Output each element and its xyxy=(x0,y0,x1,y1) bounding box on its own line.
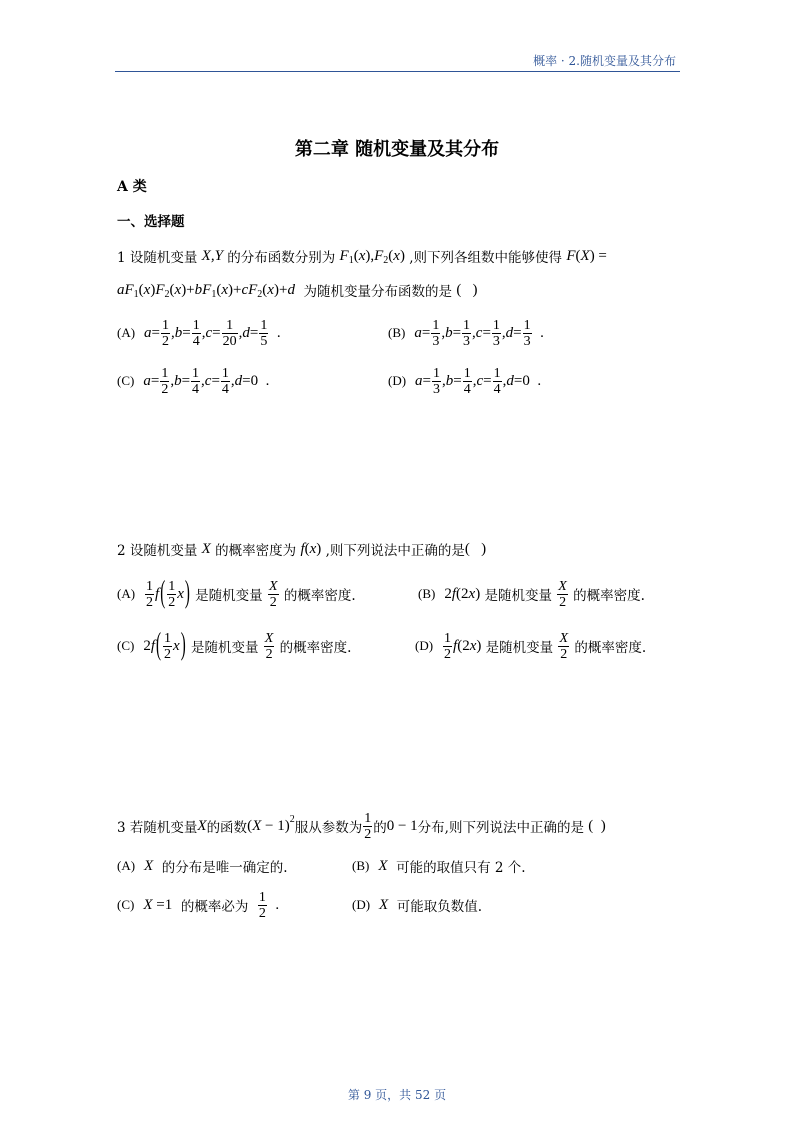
math-symbol: )+ xyxy=(228,281,242,298)
math-variable: x xyxy=(309,540,317,557)
math-symbol: , xyxy=(502,372,507,389)
math-symbol: = xyxy=(151,324,161,341)
fraction-denominator: 2 xyxy=(168,594,176,610)
fraction xyxy=(432,366,441,397)
math-symbol: = xyxy=(182,324,191,341)
math-variable: x xyxy=(143,281,151,298)
math-variable: X xyxy=(144,857,154,874)
fraction-numerator: 1 xyxy=(164,630,172,646)
math-symbol: ( xyxy=(138,281,144,298)
math-symbol: ( xyxy=(575,247,581,264)
math-variable: cF xyxy=(241,281,258,298)
running-header: 概率 · 2.随机变量及其分布 xyxy=(533,54,676,68)
math-variable: c xyxy=(205,324,213,341)
fraction-numerator: 1 xyxy=(146,578,154,594)
q2-option-c xyxy=(117,626,351,666)
fraction-denominator: 4 xyxy=(463,381,471,397)
math-symbol: ( xyxy=(388,247,394,264)
math-symbol: (2 xyxy=(456,585,469,602)
fraction-denominator: 3 xyxy=(492,333,500,349)
math-symbol: ( ) xyxy=(456,281,478,298)
text-run: 服从参数为 xyxy=(294,820,363,836)
fraction xyxy=(221,366,230,397)
chapter-title: 第二章 随机变量及其分布 xyxy=(294,139,500,160)
fraction-denominator: 4 xyxy=(192,381,200,397)
fraction-numerator: 1 xyxy=(162,317,170,333)
fraction-denominator: 4 xyxy=(493,381,501,397)
math-symbol: 2 xyxy=(444,585,452,602)
math-symbol: , xyxy=(238,324,243,341)
q3-stem-line-1 xyxy=(117,806,606,846)
math-variable: bF xyxy=(194,281,212,298)
math-subscript: 2 xyxy=(383,254,389,266)
math-variable: x xyxy=(358,247,366,264)
fraction xyxy=(493,366,502,397)
math-variable: F xyxy=(155,281,165,298)
fraction-numerator: 1 xyxy=(258,889,266,905)
text-run: 的概率密度. xyxy=(570,640,647,656)
fraction-numerator: 1 xyxy=(492,317,500,333)
math-symbol: , xyxy=(230,372,235,389)
q1-option-d xyxy=(388,361,541,401)
fraction-numerator: 1 xyxy=(192,365,200,381)
q3-option-d xyxy=(352,885,482,925)
fraction xyxy=(264,631,275,662)
math-variable: x xyxy=(173,637,180,654)
option-label: (A) xyxy=(117,858,136,873)
option-label: (C) xyxy=(117,638,135,653)
math-symbol: ( ) xyxy=(464,540,487,557)
fraction-denominator: 2 xyxy=(161,381,169,397)
math-symbol: ( xyxy=(169,281,175,298)
math-symbol: ) xyxy=(399,247,405,264)
math-symbol: = xyxy=(453,372,462,389)
math-variable: x xyxy=(177,585,184,602)
option-label: (C) xyxy=(117,897,135,912)
fraction-denominator: 2 xyxy=(559,594,567,610)
math-variable: X xyxy=(197,817,207,834)
text-run: 是随机变量 xyxy=(186,640,263,656)
fraction-denominator: 2 xyxy=(269,594,277,610)
math-paren-large-right: ) xyxy=(180,628,186,662)
fraction-numerator: 1 xyxy=(168,578,176,594)
text-run: ,则下列说法中正确的是 xyxy=(321,543,465,559)
fraction-denominator: 2 xyxy=(560,646,568,662)
fraction-denominator: 2 xyxy=(265,646,273,662)
fraction-denominator: 3 xyxy=(433,381,441,397)
math-subscript: 1 xyxy=(133,288,139,300)
q1-option-b xyxy=(388,313,544,353)
text-run: 1 设随机变量 xyxy=(117,250,202,266)
math-symbol: = xyxy=(249,324,259,341)
math-symbol: =0 . xyxy=(242,372,270,389)
fraction-denominator: 4 xyxy=(192,333,200,349)
fraction xyxy=(258,890,267,921)
math-symbol: = xyxy=(212,324,221,341)
fraction-denominator: 5 xyxy=(260,333,268,349)
math-symbol: ( ) xyxy=(588,817,606,834)
text-run: 是随机变量 xyxy=(481,640,558,656)
math-symbol: 2 xyxy=(143,637,151,654)
fraction-denominator: 2 xyxy=(364,826,372,842)
math-symbol: , xyxy=(442,372,446,389)
math-variable: f xyxy=(150,637,156,654)
math-variable: b xyxy=(445,372,454,389)
text-run: 可能的取值只有 2 个. xyxy=(387,860,526,876)
math-symbol: , xyxy=(201,324,206,341)
math-symbol: = xyxy=(513,324,522,341)
math-symbol: ( xyxy=(216,281,222,298)
math-variable: X xyxy=(378,857,388,874)
math-variable: c xyxy=(476,372,484,389)
math-symbol: , xyxy=(441,324,446,341)
math-symbol: = xyxy=(421,324,431,341)
fraction-numerator: 1 xyxy=(222,318,238,334)
math-variable: b xyxy=(174,324,183,341)
math-variable: x xyxy=(468,585,476,602)
math-symbol: ), xyxy=(365,247,375,264)
math-symbol: = xyxy=(482,324,491,341)
math-variable: X xyxy=(143,896,153,913)
text-run: 为随机变量分布函数的是 xyxy=(294,284,457,300)
math-variable: f xyxy=(453,637,458,654)
math-symbol: = xyxy=(181,372,191,389)
text-run: 的函数 xyxy=(206,820,248,836)
text-run: 可能取负数值. xyxy=(388,899,483,915)
text-run: 的分布函数分别为 xyxy=(222,250,340,266)
fraction-denominator: 2 xyxy=(162,333,170,349)
math-variable: d xyxy=(506,372,514,389)
fraction-numerator: 1 xyxy=(364,810,372,826)
math-paren-large-left: ( xyxy=(160,576,166,610)
fraction-numerator: 1 xyxy=(432,317,440,333)
option-label: (D) xyxy=(388,373,407,388)
math-variable: aF xyxy=(117,281,134,298)
fraction xyxy=(161,318,170,349)
math-variable: X,Y xyxy=(201,247,223,264)
math-variable: f xyxy=(300,540,305,557)
fraction xyxy=(191,366,200,397)
math-variable: f xyxy=(451,585,457,602)
option-label: (B) xyxy=(388,325,406,340)
math-variable: d xyxy=(234,372,243,389)
fraction-numerator: 1 xyxy=(192,317,200,333)
text-run: 的概率必为 xyxy=(172,899,257,915)
fraction-numerator: 1 xyxy=(221,365,229,381)
fraction xyxy=(268,579,279,610)
math-symbol: ) xyxy=(476,637,482,654)
fraction-denominator: 3 xyxy=(463,333,471,349)
fraction xyxy=(160,366,169,397)
math-symbol: ) xyxy=(150,281,156,298)
math-symbol: = xyxy=(422,372,432,389)
fraction xyxy=(463,366,472,397)
text-run: 2 设随机变量 xyxy=(117,543,202,559)
math-symbol: , xyxy=(501,324,506,341)
q2-option-d xyxy=(415,626,646,666)
math-symbol: =0 . xyxy=(513,372,542,389)
fraction-numerator: 1 xyxy=(493,365,501,381)
fraction xyxy=(363,811,372,842)
option-label: (A) xyxy=(117,325,136,340)
text-run: 的概率密度为 xyxy=(210,543,301,559)
fraction-denominator: 4 xyxy=(221,381,229,397)
text-run: ,则下列各组数中能够使得 xyxy=(404,250,567,266)
q1-option-a xyxy=(117,313,281,353)
fraction xyxy=(163,631,172,662)
fraction-numerator: 1 xyxy=(260,317,268,333)
math-subscript: 1 xyxy=(211,288,217,300)
fraction xyxy=(145,579,154,610)
math-symbol: ( xyxy=(262,281,268,298)
math-variable: f xyxy=(155,585,160,602)
q2-stem-line-1 xyxy=(117,529,486,569)
math-symbol: )+ xyxy=(181,281,195,298)
math-variable: x xyxy=(174,281,182,298)
math-paren-large-left: ( xyxy=(156,628,162,662)
math-variable: a xyxy=(415,372,423,389)
text-run: 是随机变量 xyxy=(190,588,267,604)
math-variable: b xyxy=(445,324,453,341)
math-variable: a xyxy=(144,324,152,341)
math-symbol: ( xyxy=(304,540,310,557)
fraction-denominator: 2 xyxy=(164,646,172,662)
fraction-numerator: X xyxy=(558,578,567,594)
fraction-denominator: 2 xyxy=(444,646,452,662)
option-label: (D) xyxy=(415,638,434,653)
math-variable: d xyxy=(287,281,295,298)
text-run: 3 若随机变量 xyxy=(117,820,198,836)
math-variable: X xyxy=(252,817,262,834)
math-symbol: , xyxy=(170,372,175,389)
math-symbol: . xyxy=(269,324,281,341)
fraction xyxy=(523,318,532,349)
text-run: 的分布是唯一确定的. xyxy=(153,860,288,876)
fraction xyxy=(192,318,201,349)
q2-option-b xyxy=(418,574,645,614)
fraction xyxy=(443,631,452,662)
math-symbol: 0 − 1 xyxy=(386,817,418,834)
math-symbol: = xyxy=(211,372,220,389)
page-number-footer: 第 9 页，共 52 页 xyxy=(347,1088,447,1102)
fraction-denominator: 2 xyxy=(258,905,266,921)
option-label: (B) xyxy=(418,586,436,601)
math-symbol: , xyxy=(201,372,205,389)
math-symbol: = xyxy=(150,372,160,389)
text-run: 的概率密度. xyxy=(568,588,645,604)
math-symbol: , xyxy=(472,372,477,389)
math-subscript: 1 xyxy=(348,254,354,266)
math-symbol: = xyxy=(452,324,462,341)
fraction-numerator: X xyxy=(264,630,274,646)
text-run: 的概率密度. xyxy=(275,640,352,656)
math-subscript: 2 xyxy=(164,288,170,300)
math-symbol: − 1) xyxy=(261,817,290,834)
fraction xyxy=(462,318,471,349)
fraction xyxy=(259,318,268,349)
math-symbol: ) xyxy=(316,540,322,557)
text-run: 的 xyxy=(373,820,387,836)
fraction-numerator: 1 xyxy=(161,365,169,381)
fraction-denominator: 20 xyxy=(222,333,237,349)
q1-stem-line-2 xyxy=(117,270,478,310)
fraction xyxy=(558,631,569,662)
fraction xyxy=(431,318,440,349)
math-variable: x xyxy=(221,281,228,298)
fraction-numerator: 1 xyxy=(463,365,471,381)
fraction-numerator: 1 xyxy=(433,365,441,381)
math-symbol: (2 xyxy=(457,637,470,654)
math-symbol: ( xyxy=(247,817,253,834)
fraction xyxy=(557,579,568,610)
math-variable: a xyxy=(143,372,151,389)
section-heading: A 类 xyxy=(117,179,147,195)
math-variable: c xyxy=(475,324,483,341)
q1-option-c xyxy=(117,361,269,401)
text-run: 分布,则下列说法中正确的是 xyxy=(417,820,589,836)
fraction-numerator: X xyxy=(559,630,569,646)
math-symbol: . xyxy=(267,896,280,913)
math-symbol: )+ xyxy=(273,281,288,298)
fraction-numerator: 1 xyxy=(444,630,452,646)
math-variable: X xyxy=(201,540,211,557)
option-label: (D) xyxy=(352,897,371,912)
fraction xyxy=(222,318,238,349)
math-paren-large-right: ) xyxy=(184,576,190,610)
text-run: 是随机变量 xyxy=(480,588,557,604)
math-variable: F xyxy=(339,247,349,264)
math-variable: X xyxy=(580,247,590,264)
text-run: 的概率密度. xyxy=(279,588,356,604)
math-symbol: , xyxy=(472,324,476,341)
q3-option-a xyxy=(117,846,288,886)
math-symbol: =1 xyxy=(152,896,173,913)
math-variable: d xyxy=(242,324,250,341)
header-divider xyxy=(115,71,680,72)
math-variable: c xyxy=(204,372,212,389)
q2-option-a xyxy=(117,574,356,614)
math-variable: x xyxy=(469,637,477,654)
fraction-numerator: 1 xyxy=(463,317,471,333)
fraction-numerator: X xyxy=(268,578,278,594)
math-symbol: . xyxy=(532,324,544,341)
math-symbol: ) = xyxy=(589,247,607,264)
option-label: (C) xyxy=(117,373,135,388)
fraction-denominator: 3 xyxy=(523,333,531,349)
option-label: (B) xyxy=(352,858,370,873)
math-superscript: 2 xyxy=(289,813,295,825)
math-variable: F xyxy=(374,247,384,264)
fraction-numerator: 1 xyxy=(523,317,531,333)
fraction xyxy=(492,318,501,349)
option-label: (A) xyxy=(117,586,136,601)
math-variable: d xyxy=(505,324,514,341)
math-variable: X xyxy=(379,896,389,913)
subsection-heading: 一、选择题 xyxy=(117,214,185,230)
math-subscript: 2 xyxy=(257,288,263,300)
fraction-denominator: 2 xyxy=(146,594,154,610)
math-symbol: ) xyxy=(475,585,481,602)
math-symbol: = xyxy=(483,372,492,389)
q3-option-b xyxy=(352,846,526,886)
math-symbol: ( xyxy=(353,247,359,264)
math-variable: x xyxy=(267,281,274,298)
fraction-denominator: 3 xyxy=(432,333,440,349)
math-variable: b xyxy=(174,372,182,389)
fraction xyxy=(167,579,176,610)
q3-option-c xyxy=(117,885,279,925)
math-variable: F xyxy=(566,247,576,264)
math-symbol: , xyxy=(171,324,175,341)
math-variable: x xyxy=(393,247,400,264)
math-variable: a xyxy=(414,324,422,341)
